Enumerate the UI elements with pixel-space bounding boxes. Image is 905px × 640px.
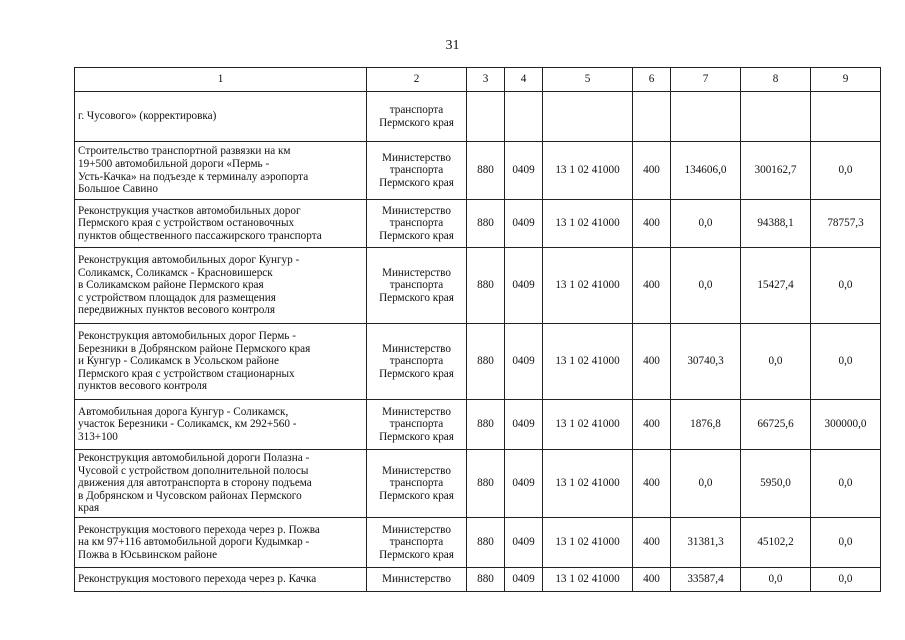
expense-type-cell: 400: [633, 568, 671, 592]
amount-cell: 300162,7: [741, 142, 811, 200]
section-cell: 0409: [505, 142, 543, 200]
table-row: [75, 568, 881, 592]
page-number: 31: [445, 38, 460, 53]
code-cell: 880: [467, 324, 505, 400]
target-article-cell: 13 1 02 41000: [543, 400, 633, 450]
item-name-cell: Реконструкция мостового перехода через р. Пожва на км 97+116 автомобильной дороги Кудымкар - Пожва в Юсьвинском районе: [75, 518, 367, 568]
item-name-cell: Реконструкция участков автомобильных дорог Пермского края с устройством остановочных пунктов общественного пассажирского транспорта: [75, 200, 367, 248]
budget-table: [74, 67, 881, 592]
expense-type-cell: 400: [633, 324, 671, 400]
amount-cell: 0,0: [811, 324, 881, 400]
target-article-cell: 13 1 02 41000: [543, 324, 633, 400]
table-row: [75, 92, 881, 142]
amount-cell: 0,0: [811, 248, 881, 324]
target-article-cell: 13 1 02 41000: [543, 450, 633, 518]
organization-cell: Министерство транспорта Пермского края: [367, 450, 467, 518]
amount-cell: 45102,2: [741, 518, 811, 568]
amount-cell: 33587,4: [671, 568, 741, 592]
item-name-cell: Реконструкция мостового перехода через р. Качка: [75, 568, 367, 592]
expense-type-cell: 400: [633, 450, 671, 518]
section-cell: 0409: [505, 248, 543, 324]
amount-cell: [741, 92, 811, 142]
column-header: 4: [505, 68, 543, 92]
section-cell: 0409: [505, 568, 543, 592]
expense-type-cell: 400: [633, 142, 671, 200]
section-cell: [505, 92, 543, 142]
column-header: 8: [741, 68, 811, 92]
amount-cell: 134606,0: [671, 142, 741, 200]
code-cell: 880: [467, 450, 505, 518]
table-row: [75, 248, 881, 324]
section-cell: 0409: [505, 324, 543, 400]
item-name-cell: Реконструкция автомобильных дорог Пермь - Березники в Добрянском районе Пермского края и Кунгур - Соликамск в Усольском районе Пермского края с устройством стационарных пунктов весового контроля: [75, 324, 367, 400]
amount-cell: 0,0: [811, 142, 881, 200]
amount-cell: 1876,8: [671, 400, 741, 450]
organization-cell: Министерство транспорта Пермского края: [367, 324, 467, 400]
expense-type-cell: 400: [633, 200, 671, 248]
target-article-cell: 13 1 02 41000: [543, 248, 633, 324]
amount-cell: 94388,1: [741, 200, 811, 248]
item-name-cell: Реконструкция автомобильных дорог Кунгур - Соликамск, Соликамск - Красновишерск в Соликамском районе Пермского края с устройством площадок для размещения передвижных пунктов весового контроля: [75, 248, 367, 324]
table-header-row: [75, 68, 881, 92]
amount-cell: 0,0: [671, 248, 741, 324]
code-cell: 880: [467, 400, 505, 450]
amount-cell: 0,0: [671, 450, 741, 518]
expense-type-cell: 400: [633, 400, 671, 450]
code-cell: 880: [467, 248, 505, 324]
organization-cell: Министерство: [367, 568, 467, 592]
amount-cell: [811, 92, 881, 142]
item-name-cell: Автомобильная дорога Кунгур - Соликамск, участок Березники - Соликамск, км 292+560 - 313+100: [75, 400, 367, 450]
amount-cell: 300000,0: [811, 400, 881, 450]
organization-cell: Министерство транспорта Пермского края: [367, 200, 467, 248]
code-cell: 880: [467, 200, 505, 248]
table-row: [75, 324, 881, 400]
table-row: [75, 518, 881, 568]
organization-cell: Министерство транспорта Пермского края: [367, 400, 467, 450]
amount-cell: 78757,3: [811, 200, 881, 248]
amount-cell: 0,0: [811, 568, 881, 592]
item-name-cell: г. Чусового» (корректировка): [75, 92, 367, 142]
amount-cell: 0,0: [741, 568, 811, 592]
expense-type-cell: 400: [633, 518, 671, 568]
expense-type-cell: 400: [633, 248, 671, 324]
target-article-cell: 13 1 02 41000: [543, 568, 633, 592]
amount-cell: [671, 92, 741, 142]
code-cell: 880: [467, 142, 505, 200]
target-article-cell: 13 1 02 41000: [543, 200, 633, 248]
column-header: 9: [811, 68, 881, 92]
amount-cell: 30740,3: [671, 324, 741, 400]
amount-cell: 31381,3: [671, 518, 741, 568]
section-cell: 0409: [505, 400, 543, 450]
table-row: [75, 142, 881, 200]
code-cell: 880: [467, 568, 505, 592]
table-row: [75, 200, 881, 248]
item-name-cell: Строительство транспортной развязки на км 19+500 автомобильной дороги «Пермь - Усть-Качка» на подъезде к терминалу аэропорта Большое Савино: [75, 142, 367, 200]
organization-cell: Министерство транспорта Пермского края: [367, 248, 467, 324]
amount-cell: 66725,6: [741, 400, 811, 450]
table-row: [75, 400, 881, 450]
expense-type-cell: [633, 92, 671, 142]
column-header: 5: [543, 68, 633, 92]
table-row: [75, 450, 881, 518]
amount-cell: 0,0: [811, 518, 881, 568]
code-cell: 880: [467, 518, 505, 568]
item-name-cell: Реконструкция автомобильной дороги Полазна - Чусовой с устройством дополнительной полосы движения для автотранспорта в сторону подъема в Добрянском и Чусовском районах Пермского края: [75, 450, 367, 518]
column-header: 3: [467, 68, 505, 92]
section-cell: 0409: [505, 450, 543, 518]
organization-cell: транспорта Пермского края: [367, 92, 467, 142]
section-cell: 0409: [505, 518, 543, 568]
column-header: 6: [633, 68, 671, 92]
organization-cell: Министерство транспорта Пермского края: [367, 518, 467, 568]
code-cell: [467, 92, 505, 142]
column-header: 7: [671, 68, 741, 92]
target-article-cell: 13 1 02 41000: [543, 142, 633, 200]
target-article-cell: 13 1 02 41000: [543, 518, 633, 568]
amount-cell: 0,0: [671, 200, 741, 248]
amount-cell: 0,0: [811, 450, 881, 518]
amount-cell: 5950,0: [741, 450, 811, 518]
organization-cell: Министерство транспорта Пермского края: [367, 142, 467, 200]
target-article-cell: [543, 92, 633, 142]
amount-cell: 0,0: [741, 324, 811, 400]
amount-cell: 15427,4: [741, 248, 811, 324]
section-cell: 0409: [505, 200, 543, 248]
column-header: 2: [367, 68, 467, 92]
column-header: 1: [75, 68, 367, 92]
